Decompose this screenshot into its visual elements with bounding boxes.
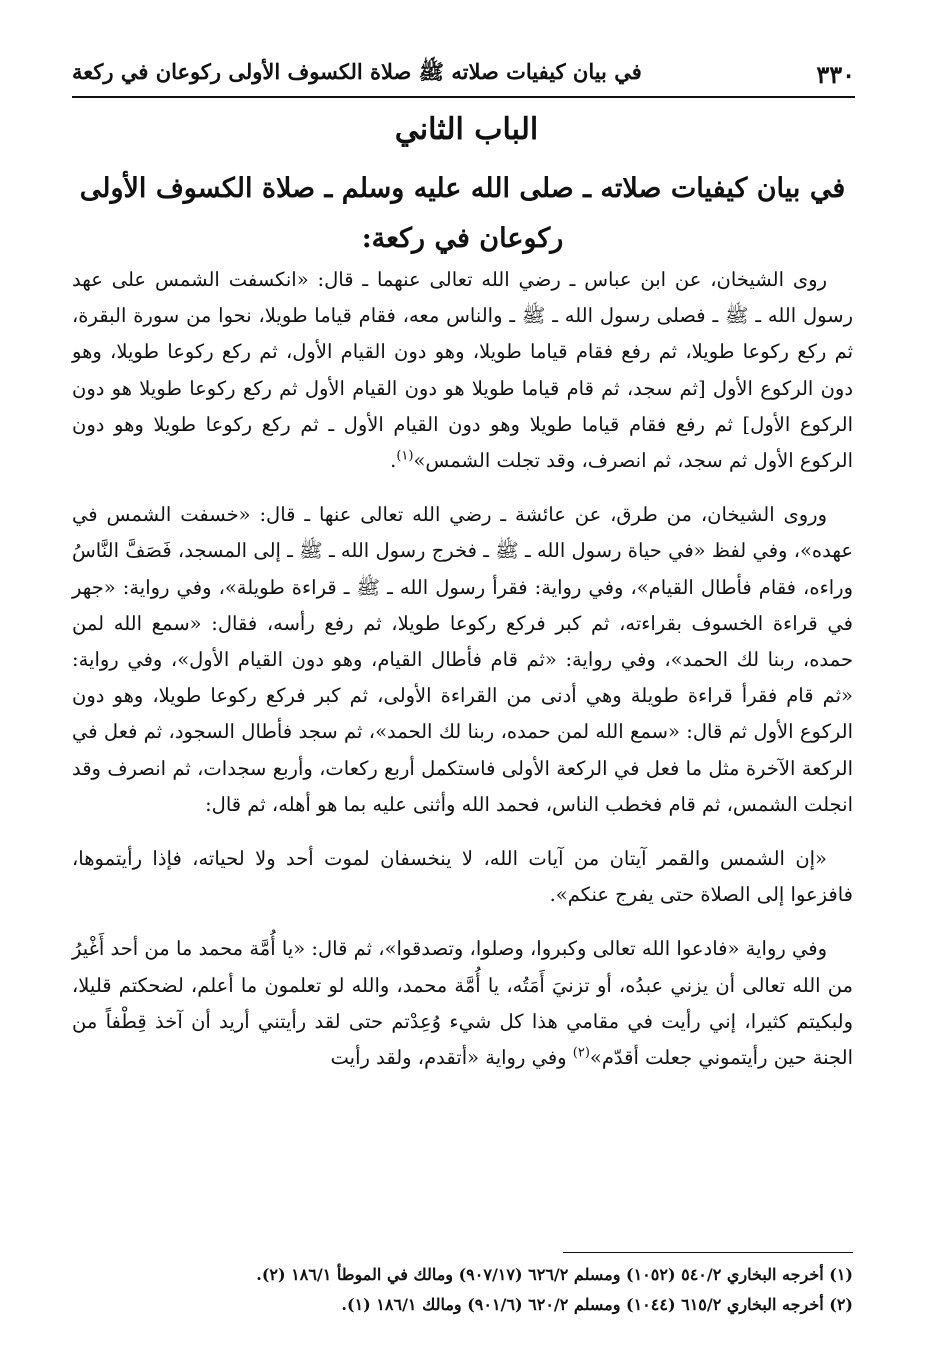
footnote: (٢) أخرجه البخاري ٦١٥/٢ (١٠٤٤) ومسلم ٦٢٠/٢ (٩٠١/٦) ومالك ١٨٦/١ (١). <box>341 1295 853 1314</box>
footnotes <box>72 1260 853 1320</box>
paragraph-text: وفي رواية «فادعوا الله تعالى وكبروا، وصلوا، وتصدقوا»، ثم قال: «يا أُمَّة محمد ما من أحد أَغْيرُ من الله تعالى أن يزني عبدُه، أو تزنيَ أَمَتُه، يا أُمَّة محمد، والله لو تعلمون ما أعلم، لضحكتم قليلا، ولبكيتم كثيرا، إني رأيت في مقامي هذا كل شيء وُعِدْتم حتى لقد رأيتني أريد أن آخذ قِطْفاً من الجنة حين رأيتموني جعلت أقدّم» <box>72 937 853 1070</box>
chapter-title: الباب الثاني <box>394 112 539 147</box>
footnote-rule <box>563 1252 853 1253</box>
footnote: (١) أخرجه البخاري ٥٤٠/٢ (١٠٥٢) ومسلم ٦٢٦/٢ (٩٠٧/١٧) ومالك في الموطأ ١٨٦/١ (٢). <box>256 1265 853 1284</box>
paragraph <box>72 262 853 479</box>
footnote-reference[interactable]: (٢) <box>572 1045 590 1061</box>
running-header <box>72 56 855 92</box>
paragraph-text: روى الشيخان، عن ابن عباس ـ رضي الله تعالى عنهما ـ قال: «انكسفت الشمس على عهد رسول الله ـ ﷺ ـ فصلى رسول الله ـ ﷺ ـ والناس معه، فقام قياما طويلا، نحوا من سورة البقرة، ثم ركع ركوعا طويلا، ثم رفع فقام قياما طويلا، وهو دون القيام الأول، ثم ركع ركوعا طويلا، وهو دون الركوع الأول [ثم سجد، ثم قام قياما طويلا هو دون القيام الأول ثم ركع ركوعا طويلا هو دون الركوع الأول] ثم رفع فقام قياما طويلا وهو دون القيام الأول ـ ثم ركع ركوعا طويلا وهو دون الركوع الأول ثم سجد، ثم انصرف، وقد تجلت الشمس» <box>72 268 853 473</box>
section-title: في بيان كيفيات صلاته ـ صلى الله عليه وسلم ـ صلاة الكسوف الأولى ركوعان في ركعة: <box>79 173 846 254</box>
header-rule <box>72 96 855 98</box>
page-number: ٣٣٠ <box>816 59 855 89</box>
paragraph: «إن الشمس والقمر آيتان من آيات الله، لا ينخسفان لموت أحد ولا لحياته، فإذا رأيتموها، فافزعوا إلى الصلاة حتى يفرج عنكم». <box>72 847 853 907</box>
paragraph: وروى الشيخان، من طرق، عن عائشة ـ رضي الله تعالى عنها ـ قال: «خسفت الشمس في عهده»، وفي لفظ «في حياة رسول الله ـ ﷺ ـ فخرج رسول الله ـ ﷺ ـ إلى المسجد، فَصَفَّ النَّاسُ وراءه، فقام فأطال القيام»، وفي رواية: فقرأ رسول الله ـ ﷺ ـ قراءة طويلة»، وفي رواية: «جهر في قراءة الخسوف بقراءته، ثم كبر فركع ركوعا طويلا، ثم رفع رأسه، فقال: «سمع الله لمن حمده، ربنا لك الحمد»، وفي رواية: «ثم قام فأطال القيام، وهو دون القيام الأول»، وفي رواية: «ثم قام فقرأ قراءة طويلة وهي أدنى من القراءة الأولى، ثم كبر فركع ركوعا طويلا، وهو دون الركوع الأول ثم قال: «سمع الله لمن حمده، ربنا لك الحمد»، ثم سجد فأطال السجود، ثم فعل في الركعة الآخرة مثل ما فعل في الركعة الأولى فاستكمل أربع ركعات، وأربع سجدات، ثم انصرف وقد انجلت الشمس، ثم قام فخطب الناس، فحمد الله وأثنى عليه بما هو أهله، ثم قال: <box>72 503 853 816</box>
footnote-reference[interactable]: (١) <box>396 448 414 464</box>
paragraph <box>72 931 853 1076</box>
paragraph-end: وفي رواية «أتقدم، ولقد رأيت <box>330 1046 573 1070</box>
paragraph-end: . <box>390 449 397 473</box>
main-text <box>72 262 853 1094</box>
running-title: في بيان كيفيات صلاته ﷺ صلاة الكسوف الأولى ركوعان في ركعة <box>72 58 642 84</box>
